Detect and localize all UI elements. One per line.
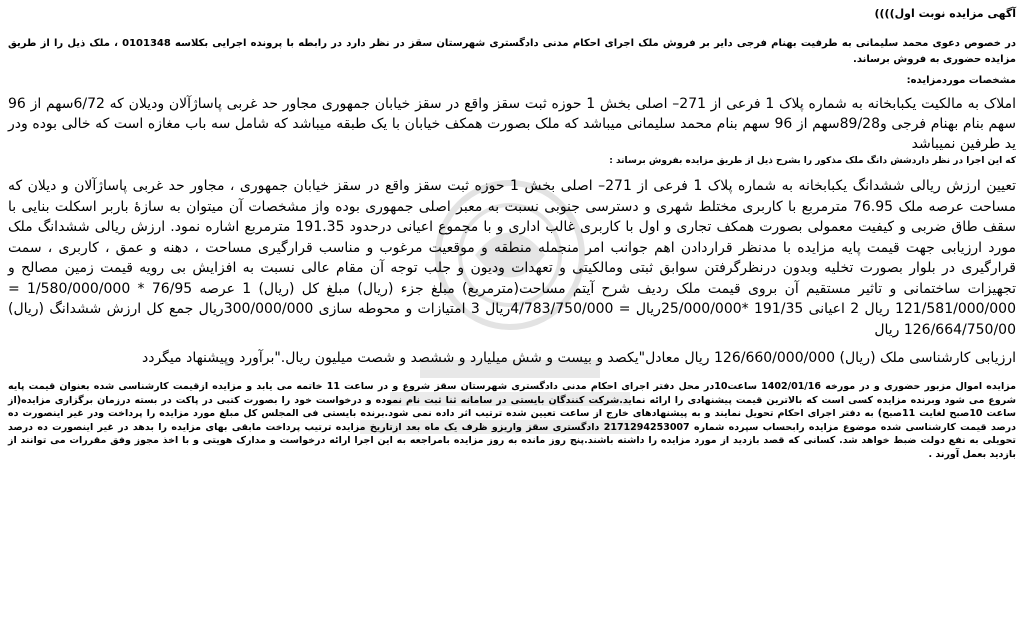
valuation-text: تعیین ارزش ریالی ششدانگ یکبابخانه به شماره پلاک 1 فرعی از 271– اصلی بخش 1 حوزه ثبت سقز واقع در سقز خیابان جمهوری ، مجاور حد غربی پاساژآلان و دیلان که مساحت عرصه ملک 76.95 مترمربع با کاربری مختلط شهری و دسترسی جنوبی نسبت به معبر اصلی جمهوری بوده واز مشخصات آن میتوان به سازهٔ باربر اسکلت بنایی با سقف طاق ضربی و کیفیت معمولی بصورت همکف تجاری و اول با کاربری غالب اداری و با مجموع اعیانی درحدود 191.35 مترمربع اشاره نمود. ارزش ریالی ششدانگ ملک مورد ارزیابی جهت قیمت پایه مزایده با مدنظر قراردادن اهم جوانب امر منجمله منطقه و موقعیت مرغوب و مناسب قرارگیری مساحت ، دهنه و عمق ، کاربری ، سمت قرارگیری در بلوار بصورت تخلیه وبدون درنظرگرفتن سوابق ثبتی ومالکیتی و تعهدات ودیون و جلب توجه آن مقام عالی نسبت به افزایش بی رویه قیمت زمین مصالح و تجهیزات ساختمانی و تاثیر مستقیم آن بروی قیمت ملک ردیف شرح آیتم مساحت(مترمربع) مبلغ جزء (ریال) مبلغ کل (ریال) 1 عرصه 76/95 * 1/580/000/000 = 121/581/000/000 ریال 2 اعیانی 191/35 *25/000/000ریال = 4/783/750/000ریال 3 امتیازات و محوطه سازی 300/000/000ریال جمع کل ارزش ششدانگ (ریال) 126/664/750/00 ریال xyxy=(8,178,1016,338)
specs-note: که این اجرا در نظر داردشش دانگ ملک مذکور را بشرح ذیل از طریق مزایده بفروش برساند : xyxy=(609,156,1016,166)
notice-intro: در خصوص دعوی محمد سلیمانی به طرفیت بهنام فرجی دایر بر فروش ملک اجرای احکام مدنی دادگستری شهرستان سقز در نظر دارد در رابطه با پرونده اجرایی بکلاسه 0101348 ، ملک ذیل را از طریق مزایده حضوری به فروش برساند. xyxy=(8,38,1017,65)
notice-title: آگهی مزایده نوبت اول)))) xyxy=(874,7,1016,20)
specs-heading: مشخصات موردمزایده: xyxy=(906,75,1016,86)
appraisal-total: ارزیابی کارشناسی ملک (ریال) 126/660/000/000 ریال معادل"یکصد و بیست و شش میلیارد و ششصد و شصت میلیون ریال."برآورد وپیشنهاد میگردد xyxy=(141,350,1016,366)
property-specs: املاک به مالکیت یکبابخانه به شماره پلاک 1 فرعی از 271– اصلی بخش 1 حوزه ثبت سقز واقع در سقز خیابان جمهوری مجاور حد غربی پاساژآلان ودیلان که 6/72سهم از 96 سهم بنام بهنام فرجی و89/28سهم از 96 سهم بنام محمد سلیمانی میباشد که ملک بصورت همکف خیابان با یک طبقه میباشد که شامل سه باب مغازه است که خالی بوده ودر ید طرفین نمیباشد xyxy=(8,96,1016,152)
auction-terms: مزایده اموال مزبور حضوری و در مورخه 1402/01/16 ساعت10در محل دفتر اجرای احکام مدنی دادگستری شهرستان سقز شروع و در ساعت 11 خاتمه می یابد و مزایده ازقیمت کارشناسی شده بعنوان قیمت پایه شروع می شود وبرنده مزایده کسی است که بالاترین قیمت پیشنهادی را ارائه نماید.شرکت کنندگان بایستی در سامانه ثنا ثبت نام نموده و درخواست خود را بصورت کتبی در پاکت در بسته درزمان برگزاری مزایده(از ساعت 10صبح لغایت 11صبح) به دفتر اجرای احکام تحویل نمایند و به پیشنهادهای خارج از ساعت تعیین شده ترتیب اثر داده نمی شود.برنده بایستی فی المجلس کل مبلغ مورد مزایده را پرداخت ودر غیر اینصورت ده درصد قیمت کارشناسی شده موضوع مزایده رابحساب سپرده شماره 2171294253007 دادگستری سقز واریزو ظرف یک ماه بعد ازتاریخ مزایده ترتیب پرداخت مابقی بهای مزایده را بدهد در غیر اینصورت ده درصد تحویلی به نفع دولت ضبط خواهد شد. کسانی که قصد بازدید از مورد مزایده را داشته باشند.پنج روز مانده به روز مزایده بامراجعه به این اجرا ارائه درخواست و مدارک هویتی و با اخذ مجوز وفق مقررات می توانند از بازدید بعمل آورند . xyxy=(8,381,1017,460)
